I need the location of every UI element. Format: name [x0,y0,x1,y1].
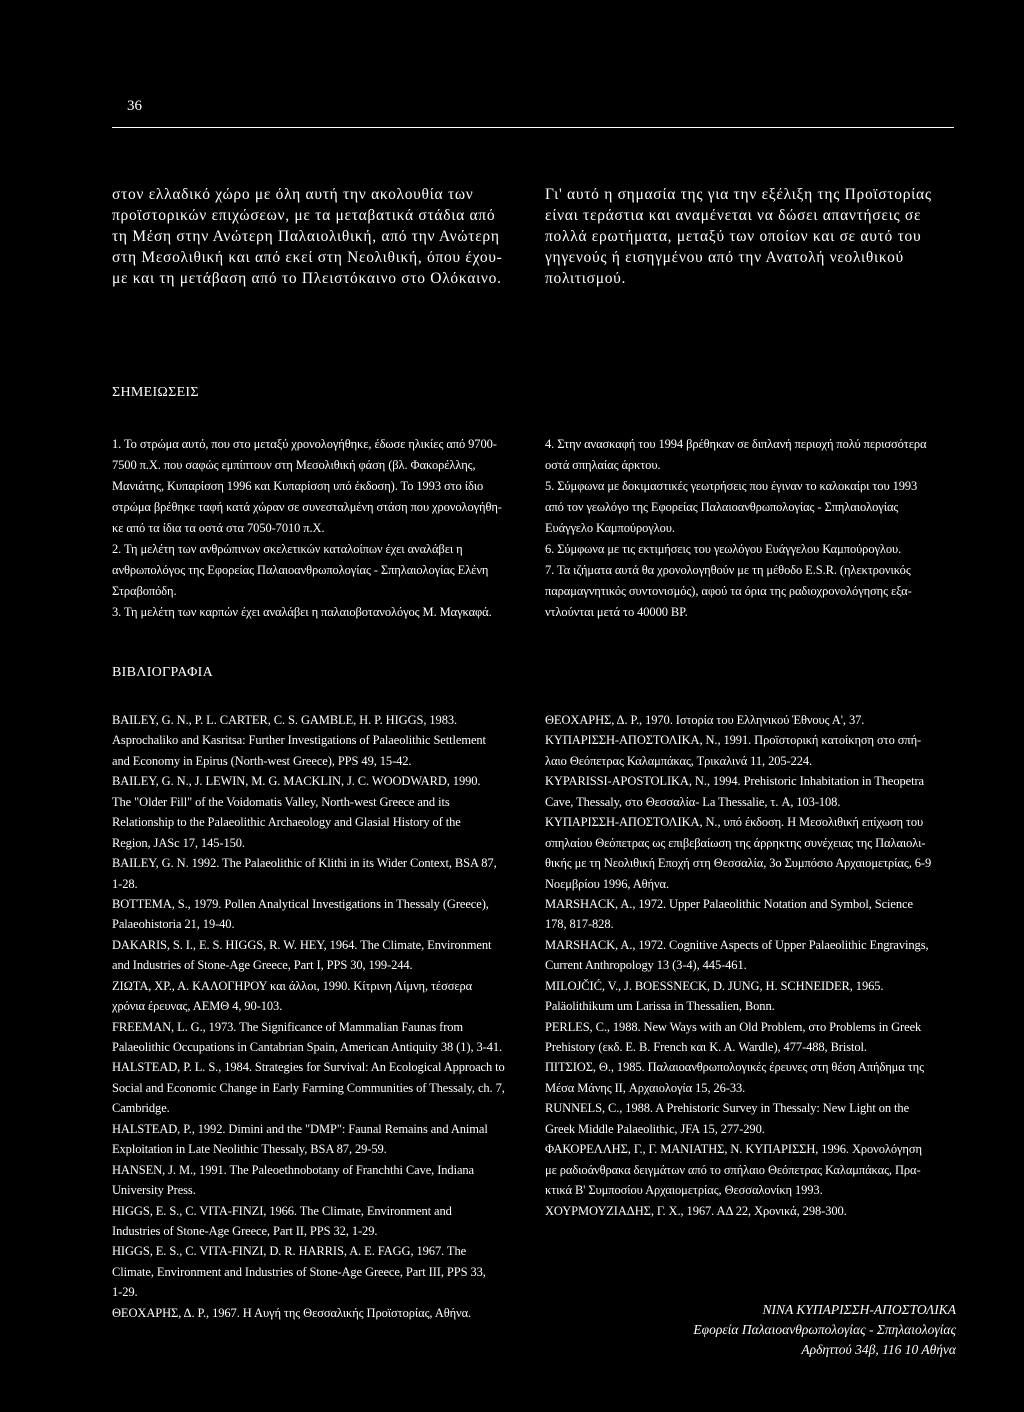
reference-line: DAKARIS, S. I., E. S. HIGGS, R. W. HEY, 1964. The Climate, Environment [112,937,492,952]
reference-line: ΚΥΠΑΡΙΣΣΗ-ΑΠΟΣΤΟΛΙΚΑ, Ν., 1991. Προϊστορική κατοίκηση στο σπή- [545,733,922,748]
reference-line: Current Anthropology 13 (3-4), 445-461. [545,958,747,973]
text-line: με και τη μετάβαση από το Πλειστόκαινο στο Ολόκαινο. [112,270,502,287]
text-line: είναι τεράστια και αναμένεται να δώσει απαντήσεις σε [545,207,922,224]
reference-line: ΧΟΥΡΜΟΥΖΙΑΔΗΣ, Γ. Χ., 1967. ΑΔ 22, Χρονικά, 298-300. [545,1203,847,1218]
bibliography-heading: ΒΙΒΛΙΟΓΡΑΦΙΑ [112,665,214,680]
reference-line: HANSEN, J. M., 1991. The Paleoethnobotany of Franchthi Cave, Indiana [112,1162,475,1177]
reference-line: ΖΙΩΤΑ, ΧΡ., Α. ΚΑΛΟΓΗΡΟΥ και άλλοι, 1990. Κίτρινη Λίμνη, τέσσερα [112,978,473,993]
reference-line: RUNNELS, C., 1988. A Prehistoric Survey in Thessaly: New Light on the [545,1101,910,1116]
note-line: Στραβοπόδη. [112,584,177,598]
reference-line: Cave, Thessaly, στο Θεσσαλία- La Thessalie, τ. A, 103-108. [545,794,841,809]
text-line: γηγενούς ή εισηγμένου από την Ανατολή νεολιθικού [545,249,904,266]
reference-line: HALSTEAD, P., 1992. Dimini and the "DMP": Faunal Remains and Animal [112,1121,488,1136]
reference-line: MARSHACK, A., 1972. Cognitive Aspects of Upper Palaeolithic Engravings, [545,937,929,952]
reference-line: HALSTEAD, P. L. S., 1984. Strategies for Survival: An Ecological Approach to [112,1060,505,1075]
note-line: στρώμα βρέθηκε ταφή κατά χώραν σε συνεσταλμένη στάση που χρονολογήθη- [112,500,502,514]
reference-line: ΦΑΚΟΡΕΛΛΗΣ, Γ., Γ. ΜΑΝΙΑΤΗΣ, Ν. ΚΥΠΑΡΙΣΣΗ, 1996. Χρονολόγηση [545,1142,922,1157]
text-line: προϊστορικών επιχώσεων, με τα μεταβατικά στάδια από [112,207,496,224]
notes-right [545,434,957,623]
reference-line: PERLES, C., 1988. New Ways with an Old Problem, στο Problems in Greek [545,1019,922,1034]
note-line: 4. Στην ανασκαφή του 1994 βρέθηκαν σε διπλανή περιοχή πολύ περισσότερα [545,437,927,451]
text-line: Γι' αυτό η σημασία της για την εξέλιξη της Προϊστορίας [545,186,932,203]
bibliography-right [545,710,957,1221]
reference-line: BAILEY, G. N., P. L. CARTER, C. S. GAMBLE, H. P. HIGGS, 1983. [112,713,458,727]
reference-line: ΚΥΠΑΡΙΣΣΗ-ΑΠΟΣΤΟΛΙΚΑ, Ν., υπό έκδοση. Η Μεσολιθική επίχωση του [545,815,924,830]
note-line: 7. Τα ιζήματα αυτά θα χρονολογηθούν με τη μέθοδο E.S.R. (ηλεκτρονικός [545,563,911,577]
reference-line: MILOJČIĆ, V., J. BOESSNECK, D. JUNG, H. SCHNEIDER, 1965. [545,978,884,993]
reference-line: KYPARISSI-APOSTOLIKA, N., 1994. Prehistoric Inhabitation in Theopetra [545,774,924,789]
header-rule [112,127,954,128]
reference-line: Relationship to the Palaeolithic Archaeology and Glasial History of the [112,815,461,830]
notes-heading: ΣΗΜΕΙΩΣΕΙΣ [112,385,199,400]
reference-line: HIGGS, E. S., C. VITA-FINZI, 1966. The Climate, Environment and [112,1203,452,1218]
author-signature [560,1300,956,1360]
body-text-left [112,184,524,289]
reference-line: University Press. [112,1183,196,1198]
body-text-right [545,184,957,289]
reference-line: λαιο Θεόπετρας Καλαμπάκας, Τρικαλινά 11, 205-224. [545,753,813,768]
reference-line: Νοεμβρίου 1996, Αθήνα. [545,876,669,891]
text-line: στη Μεσολιθική και από εκεί στη Νεολιθική, όπου έχου- [112,249,503,266]
reference-line: BAILEY, G. N., J. LEWIN, M. G. MACKLIN, J. C. WOODWARD, 1990. [112,774,481,789]
reference-line: Social and Economic Change in Early Farming Communities of Thessaly, ch. 7, [112,1080,505,1095]
note-line: ανθρωπολόγος της Εφορείας Παλαιοανθρωπολογίας - Σπηλαιολογίας Ελένη [112,563,489,577]
reference-line: κτικά Β' Συμποσίου Αρχαιομετρίας, Θεσσαλονίκη 1993. [545,1183,823,1198]
reference-line: ΠΙΤΣΙΟΣ, Θ., 1985. Παλαιοανθρωπολογικές έρευνες στη θέση Απήδημα της [545,1060,924,1075]
page-number: 36 [127,98,142,114]
reference-line: 178, 817-828. [545,917,614,932]
note-line: Ευάγγελο Καμπούρογλου. [545,521,675,535]
note-line: ντλούνται μετά το 40000 BP. [545,605,688,619]
notes-left [112,434,524,623]
reference-line: 1-28. [112,876,138,891]
reference-line: Asprochaliko and Kasritsa: Further Investigations of Palaeolithic Settlement [112,733,486,748]
note-line: παραμαγνητικός συντονισμός), αφού τα όρια της ραδιοχρονολόγησης εξα- [545,584,912,598]
reference-line: Palaeohistoria 21, 19-40. [112,917,235,932]
text-line: πολλά ερωτήματα, μεταξύ των οποίων και σε αυτό του [545,228,922,245]
reference-line: Industries of Stone-Age Greece, Part II, PPS 32, 1-29. [112,1223,378,1238]
reference-line: Μέσα Μάνης II, Αρχαιολογία 15, 26-33. [545,1080,746,1095]
reference-line: 1-29. [112,1285,138,1300]
reference-line: The "Older Fill" of the Voidomatis Valley, North-west Greece and its [112,794,450,809]
reference-line: and Industries of Stone-Age Greece, Part I, PPS 30, 199-244. [112,958,413,973]
reference-line: BOTTEMA, S., 1979. Pollen Analytical Investigations in Thessaly (Greece), [112,896,489,911]
reference-line: Greek Middle Palaeolithic, JFA 15, 277-290. [545,1121,765,1136]
note-line: 3. Τη μελέτη των καρπών έχει αναλάβει η παλαιοβοτανολόγος Μ. Μαγκαφά. [112,605,492,619]
reference-line: and Economy in Epirus (North-west Greece), PPS 49, 15-42. [112,753,412,768]
author-address: Αρδηττού 34β, 116 10 Αθήνα [801,1342,956,1357]
note-line: 5. Σύμφωνα με δοκιμαστικές γεωτρήσεις που έγιναν το καλοκαίρι του 1993 [545,479,918,493]
note-line: 7500 π.Χ. που σαφώς εμπίπτουν στη Μεσολιθική φάση (βλ. Φακορέλλης, [112,458,476,472]
note-line: οστά σπηλαίας άρκτου. [545,458,661,472]
reference-line: BAILEY, G. N. 1992. The Palaeolithic of Klithi in its Wider Context, BSA 87, [112,856,497,871]
bibliography-left [112,710,524,1323]
note-line: 6. Σύμφωνα με τις εκτιμήσεις του γεωλόγου Ευάγγελου Καμπούρογλου. [545,542,902,556]
reference-line: θικής με τη Νεολιθική Εποχή στη Θεσσαλία, 3ο Συμπόσιο Αρχαιομετρίας, 6-9 [545,856,932,871]
reference-line: με ραδιοάνθρακα δειγμάτων από το σπήλαιο Θεόπετρας Καλαμπάκας, Πρα- [545,1162,921,1177]
note-line: 2. Τη μελέτη των ανθρώπινων σκελετικών καταλοίπων έχει αναλάβει η [112,542,463,556]
author-name: ΝΙΝΑ ΚΥΠΑΡΙΣΣΗ-ΑΠΟΣΤΟΛΙΚΑ [762,1302,956,1317]
note-line: Μανιάτης, Κυπαρίσση 1996 και Κυπαρίσση υπό έκδοση). Το 1993 στο ίδιο [112,479,484,493]
text-line: πολιτισμού. [545,270,627,287]
reference-line: ΘΕΟΧΑΡΗΣ, Δ. Ρ., 1967. Η Αυγή της Θεσσαλικής Προϊστορίας, Αθήνα. [112,1305,472,1320]
note-line: κε από τα ίδια τα οστά στα 7050-7010 π.Χ. [112,521,325,535]
reference-line: FREEMAN, L. G., 1973. The Significance of Mammalian Faunas from [112,1019,464,1034]
reference-line: σπηλαίου Θεόπετρας ως επιβεβαίωση της άρρηκτης συνέχειας της Παλαιολι- [545,835,926,850]
reference-line: Prehistory (εκδ. E. B. French και K. A. Wardle), 477-488, Bristol. [545,1040,867,1054]
note-line: 1. Το στρώμα αυτό, που στο μεταξύ χρονολογήθηκε, έδωσε ηλικίες από 9700- [112,437,497,451]
reference-line: Region, JASc 17, 145-150. [112,835,245,850]
text-line: τη Μέση στην Ανώτερη Παλαιολιθική, από την Ανώτερη [112,228,500,245]
reference-line: ΘΕΟΧΑΡΗΣ, Δ. Ρ., 1970. Ιστορία του Ελληνικού Έθνους Α', 37. [545,713,865,727]
author-affiliation: Εφορεία Παλαιοανθρωπολογίας - Σπηλαιολογίας [693,1322,956,1337]
reference-line: χρόνια έρευνας, ΑΕΜΘ 4, 90-103. [112,999,283,1014]
reference-line: Cambridge. [112,1101,170,1116]
reference-line: Climate, Environment and Industries of Stone-Age Greece, Part III, PPS 33, [112,1264,486,1279]
text-line: στον ελλαδικό χώρο με όλη αυτή την ακολουθία των [112,186,474,203]
reference-line: HIGGS, E. S., C. VITA-FINZI, D. R. HARRIS, A. E. FAGG, 1967. The [112,1244,467,1259]
reference-line: MARSHACK, A., 1972. Upper Palaeolithic Notation and Symbol, Science [545,896,913,911]
reference-line: Palaeolithic Occupations in Cantabrian Spain, American Antiquity 38 (1), 3-41. [112,1040,503,1054]
reference-line: Paläolithikum um Larissa in Thessalien, Bonn. [545,999,775,1014]
reference-line: Exploitation in Late Neolithic Thessaly, BSA 87, 29-59. [112,1142,387,1157]
note-line: από τον γεωλόγο της Εφορείας Παλαιοανθρωπολογίας - Σπηλαιολογίας [545,500,899,514]
